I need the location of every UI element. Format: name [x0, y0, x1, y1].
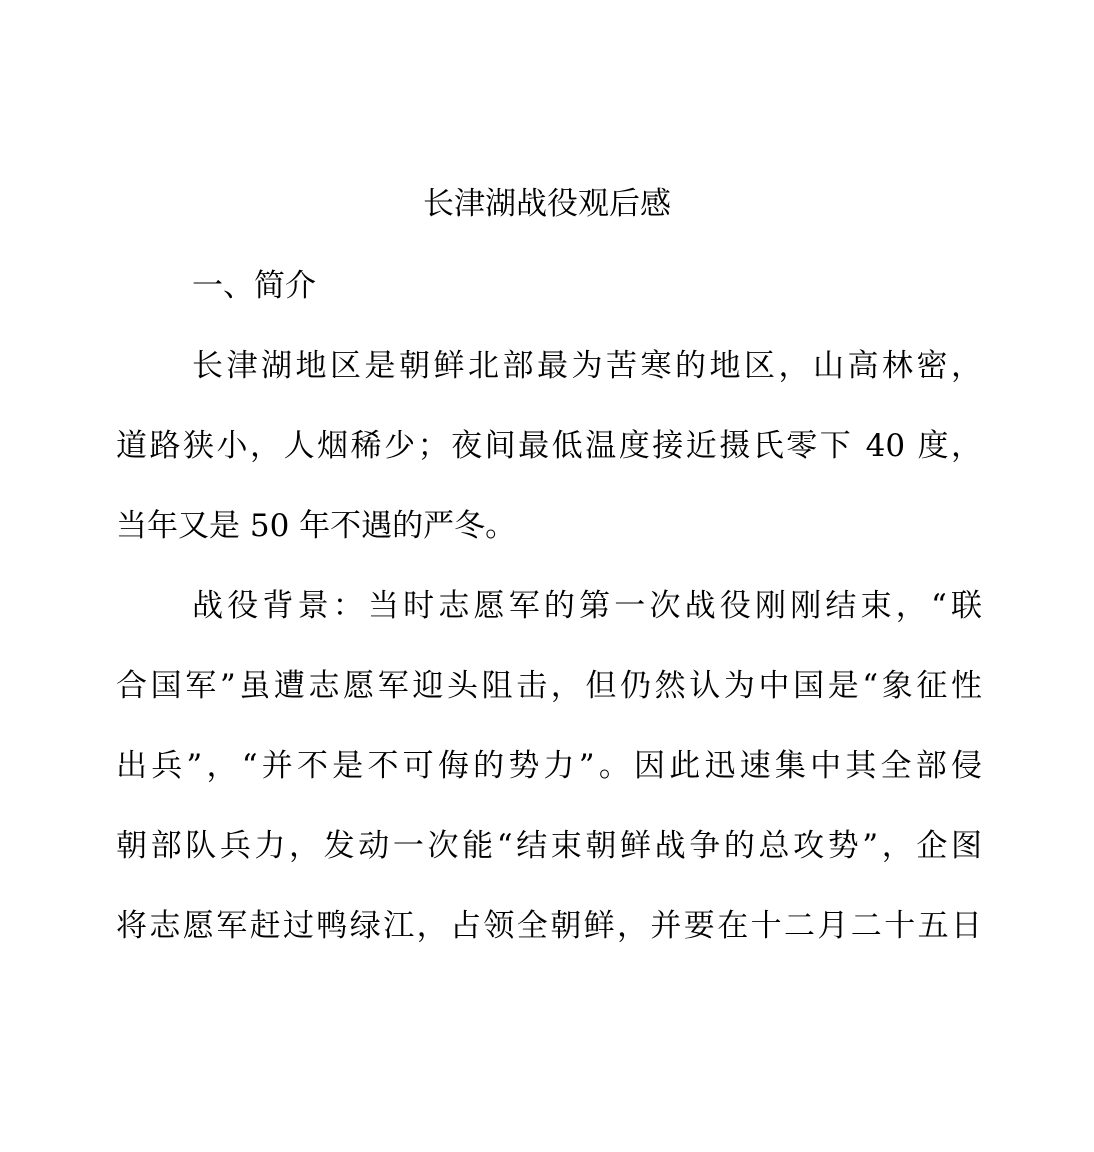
document-body — [116, 260, 982, 980]
paragraph-line: 将志愿军赶过鸭绿江，占领全朝鲜，并要在十二月二十五日 — [116, 908, 982, 944]
paragraph-line: 朝部队兵力，发动一次能“结束朝鲜战争的总攻势”，企图 — [116, 828, 982, 864]
paragraph-line: 道路狭小，人烟稀少；夜间最低温度接近摄氏零下 40 度， — [116, 428, 982, 464]
paragraph-line: 长津湖地区是朝鲜北部最为苦寒的地区，山高林密， — [192, 348, 982, 384]
paragraph-line: 当年又是 50 年不遇的严冬。 — [116, 508, 517, 544]
document-title: 长津湖战役观后感 — [423, 186, 671, 222]
paragraph-line: 战役背景：当时志愿军的第一次战役刚刚结束，“联 — [192, 588, 982, 624]
paragraph-line: 出兵”，“并不是不可侮的势力”。因此迅速集中其全部侵 — [116, 748, 982, 784]
section-heading: 一、简介 — [192, 268, 316, 304]
paragraph-line: 合国军”虽遭志愿军迎头阻击，但仍然认为中国是“象征性 — [116, 668, 982, 704]
